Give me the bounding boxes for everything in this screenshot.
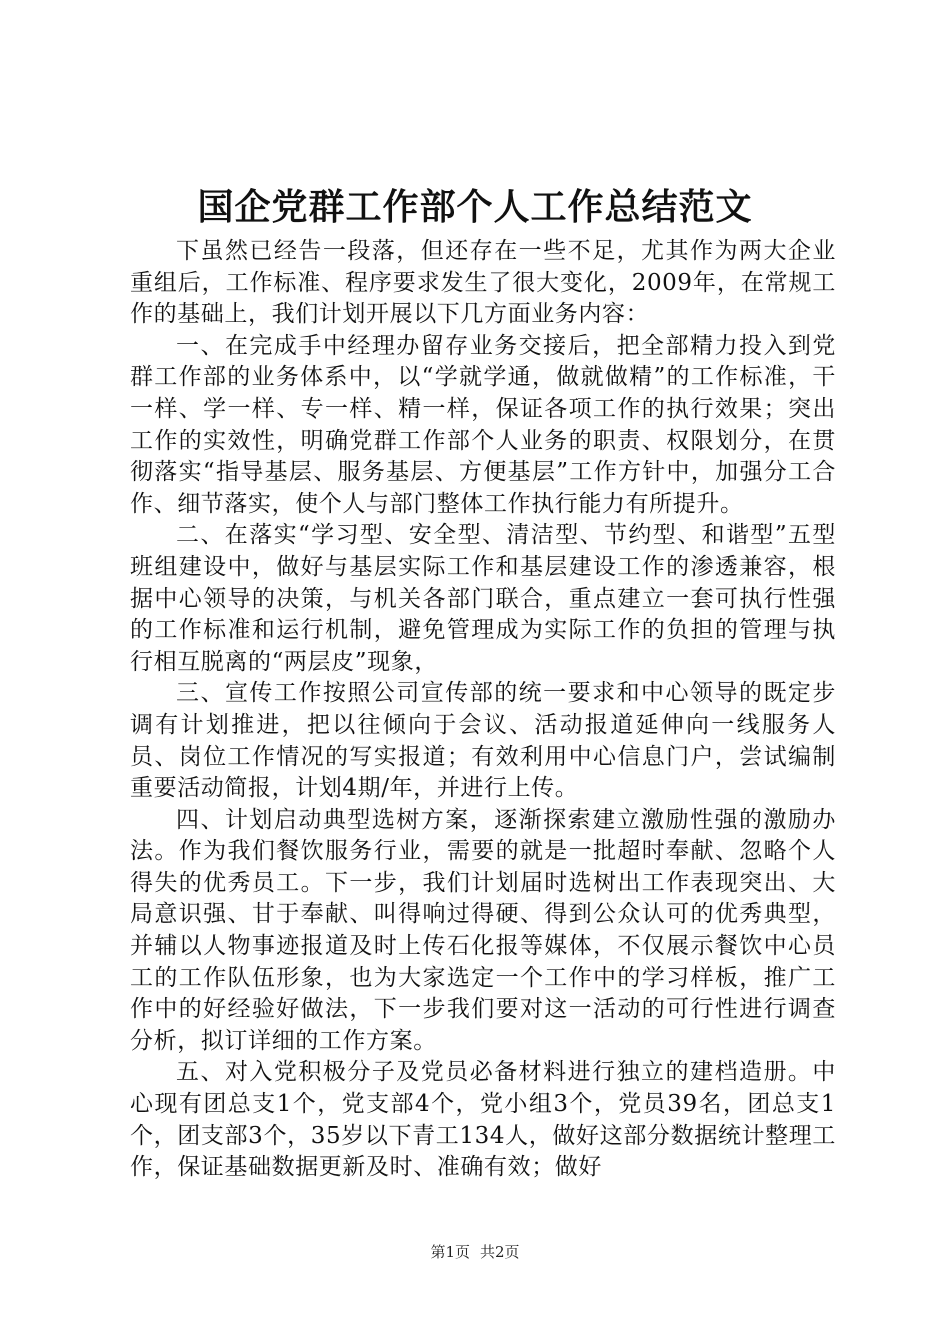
paragraph-item-2: 二、在落实“学习型、安全型、清洁型、节约型、和谐型”五型班组建设中，做好与基层实际工作和基层建设工作的渗透兼容，根据中心领导的决策，与机关各部门联合，重点建立一套可执行性强的工作标准和运行机制，避免管理成为实际工作的负担的管理与执行相互脱离的“两层皮”现象， [130, 522, 836, 675]
document-title: 国企党群工作部个人工作总结范文 [197, 186, 753, 228]
paragraph-item-1: 一、在完成手中经理办留存业务交接后，把全部精力投入到党群工作部的业务体系中，以“学就学通，做就做精”的工作标准，干一样、学一样、专一样、精一样，保证各项工作的执行效果；突出工作的实效性，明确党群工作部个人业务的职责、权限划分，在贯彻落实“指导基层、服务基层、方便基层”工作方针中，加强分工合作、细节落实，使个人与部门整体工作执行能力有所提升。 [130, 332, 836, 517]
page-total: 共2页 [480, 1243, 520, 1261]
paragraph-item-3: 三、宣传工作按照公司宣传部的统一要求和中心领导的既定步调有计划推进，把以往倾向于会议、活动报道延伸向一线服务人员、岗位工作情况的写实报道；有效利用中心信息门户，尝试编制重要活动简报，计划4期/年，并进行上传。 [130, 680, 836, 802]
document-body [130, 236, 836, 1184]
paragraph-item-4: 四、计划启动典型选树方案，逐渐探索建立激励性强的激励办法。作为我们餐饮服务行业，需要的就是一批超时奉献、忽略个人得失的优秀员工。下一步，我们计划届时选树出工作表现突出、大局意识强、甘于奉献、叫得响过得硬、得到公众认可的优秀典型，并辅以人物事迹报道及时上传石化报等媒体，不仅展示餐饮中心员工的工作队伍形象，也为大家选定一个工作中的学习样板，推广工作中的好经验好做法，下一步我们要对这一活动的可行性进行调查分析，拟订详细的工作方案。 [130, 806, 836, 1054]
page-footer [0, 1242, 950, 1262]
paragraph-intro: 下虽然已经告一段落，但还存在一些不足，尤其作为两大企业重组后，工作标准、程序要求发生了很大变化，2009年，在常规工作的基础上，我们计划开展以下几方面业务内容： [130, 238, 836, 328]
paragraph-item-5: 五、对入党积极分子及党员必备材料进行独立的建档造册。中心现有团总支1个，党支部4个，党小组3个，党员39名，团总支1个，团支部3个，35岁以下青工134人，做好这部分数据统计整理工作，保证基础数据更新及时、准确有效；做好 [130, 1059, 836, 1181]
page-number: 第1页 [430, 1243, 470, 1261]
